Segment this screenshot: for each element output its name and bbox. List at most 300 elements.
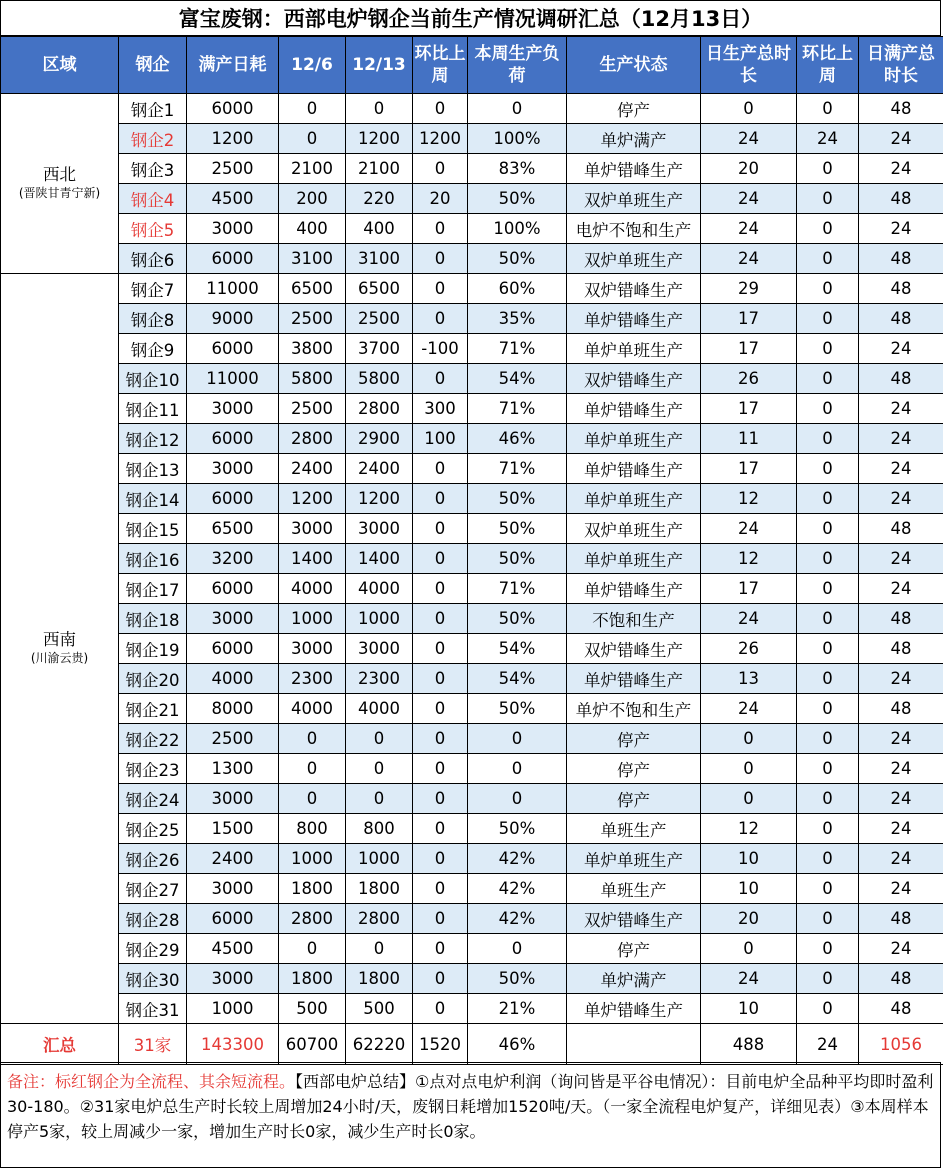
total-chg: 1520: [413, 1024, 468, 1065]
value-12-13: 3100: [346, 244, 413, 274]
value-12-13: 1200: [346, 124, 413, 154]
hours-change: 0: [797, 184, 859, 214]
production-status: 单班生产: [567, 814, 701, 844]
week-change: 0: [413, 724, 468, 754]
full-daily-use: 9000: [187, 304, 279, 334]
full-hours: 24: [859, 424, 943, 454]
full-hours: 24: [859, 154, 943, 184]
hours-change: 0: [797, 994, 859, 1024]
total-label: 汇总: [1, 1024, 119, 1065]
full-hours: 48: [859, 634, 943, 664]
total-hours: 488: [701, 1024, 797, 1065]
daily-hours: 20: [701, 904, 797, 934]
week-change: 0: [413, 544, 468, 574]
company-name: 钢企11: [119, 394, 187, 424]
value-12-6: 0: [279, 94, 346, 124]
table-row: [1, 694, 943, 724]
production-status: 单炉满产: [567, 964, 701, 994]
value-12-6: 0: [279, 784, 346, 814]
full-daily-use: 1000: [187, 994, 279, 1024]
full-hours: 24: [859, 874, 943, 904]
weekly-load: 83%: [468, 154, 567, 184]
daily-hours: 0: [701, 754, 797, 784]
table-row: [1, 394, 943, 424]
value-12-13: 5800: [346, 364, 413, 394]
production-status: 单炉不饱和生产: [567, 694, 701, 724]
week-change: 0: [413, 454, 468, 484]
full-hours: 48: [859, 364, 943, 394]
daily-hours: 13: [701, 664, 797, 694]
production-status: 单班生产: [567, 874, 701, 904]
value-12-13: 0: [346, 754, 413, 784]
company-name: 钢企25: [119, 814, 187, 844]
weekly-load: 21%: [468, 994, 567, 1024]
week-change: 0: [413, 574, 468, 604]
value-12-13: 2800: [346, 394, 413, 424]
full-daily-use: 3000: [187, 784, 279, 814]
production-status: 双炉单班生产: [567, 514, 701, 544]
region-cell: [1, 274, 119, 1024]
value-12-6: 1000: [279, 844, 346, 874]
full-hours: 48: [859, 694, 943, 724]
company-name: 钢企16: [119, 544, 187, 574]
production-status: 停产: [567, 754, 701, 784]
full-daily-use: 1500: [187, 814, 279, 844]
full-hours: 24: [859, 754, 943, 784]
value-12-13: 2800: [346, 904, 413, 934]
weekly-load: 0: [468, 784, 567, 814]
week-change: 100: [413, 424, 468, 454]
table-row: [1, 124, 943, 154]
full-daily-use: 6000: [187, 904, 279, 934]
production-status: 双炉错峰生产: [567, 364, 701, 394]
production-status: 双炉单班生产: [567, 184, 701, 214]
total-d13: 62220: [346, 1024, 413, 1065]
full-hours: 48: [859, 304, 943, 334]
value-12-6: 0: [279, 754, 346, 784]
weekly-load: 0: [468, 94, 567, 124]
region-cell: [1, 94, 119, 274]
company-name: 钢企1: [119, 94, 187, 124]
daily-hours: 26: [701, 634, 797, 664]
week-change: 20: [413, 184, 468, 214]
region-subtitle: (川渝云贵): [30, 650, 89, 665]
daily-hours: 10: [701, 874, 797, 904]
company-name: 钢企15: [119, 514, 187, 544]
production-status: 单炉满产: [567, 124, 701, 154]
report-title: 富宝废钢：西部电炉钢企当前生产情况调研汇总（12月13日）: [0, 0, 941, 36]
week-change: 0: [413, 664, 468, 694]
value-12-13: 2300: [346, 664, 413, 694]
full-daily-use: 8000: [187, 694, 279, 724]
daily-hours: 0: [701, 94, 797, 124]
company-name: 钢企20: [119, 664, 187, 694]
col-header: 环比上周: [413, 37, 468, 94]
value-12-6: 2500: [279, 394, 346, 424]
value-12-13: 500: [346, 994, 413, 1024]
header-row: [1, 37, 943, 94]
full-daily-use: 2500: [187, 154, 279, 184]
col-header: 环比上周: [797, 37, 859, 94]
company-name: 钢企13: [119, 454, 187, 484]
hours-change: 0: [797, 244, 859, 274]
full-daily-use: 6000: [187, 244, 279, 274]
value-12-13: 0: [346, 784, 413, 814]
value-12-13: 1800: [346, 964, 413, 994]
company-name: 钢企23: [119, 754, 187, 784]
full-hours: 24: [859, 334, 943, 364]
full-hours: 24: [859, 454, 943, 484]
company-name: 钢企28: [119, 904, 187, 934]
daily-hours: 12: [701, 544, 797, 574]
value-12-13: 1800: [346, 874, 413, 904]
week-change: 0: [413, 514, 468, 544]
hours-change: 0: [797, 304, 859, 334]
value-12-6: 1200: [279, 484, 346, 514]
week-change: -100: [413, 334, 468, 364]
hours-change: 0: [797, 94, 859, 124]
daily-hours: 24: [701, 964, 797, 994]
production-status: 单炉单班生产: [567, 424, 701, 454]
value-12-13: 800: [346, 814, 413, 844]
production-status: 双炉错峰生产: [567, 634, 701, 664]
value-12-13: 0: [346, 724, 413, 754]
week-change: 1200: [413, 124, 468, 154]
production-status: 单炉错峰生产: [567, 664, 701, 694]
full-hours: 24: [859, 814, 943, 844]
full-daily-use: 11000: [187, 274, 279, 304]
weekly-load: 50%: [468, 514, 567, 544]
value-12-13: 4000: [346, 574, 413, 604]
hours-change: 0: [797, 694, 859, 724]
daily-hours: 20: [701, 154, 797, 184]
table-row: [1, 214, 943, 244]
value-12-6: 0: [279, 724, 346, 754]
week-change: 0: [413, 814, 468, 844]
daily-hours: 17: [701, 454, 797, 484]
full-daily-use: 3000: [187, 394, 279, 424]
value-12-13: 1400: [346, 544, 413, 574]
table-row: [1, 484, 943, 514]
table-row: [1, 544, 943, 574]
weekly-load: 42%: [468, 844, 567, 874]
daily-hours: 0: [701, 784, 797, 814]
week-change: 0: [413, 874, 468, 904]
table-row: [1, 454, 943, 484]
value-12-13: 3700: [346, 334, 413, 364]
company-name: 钢企9: [119, 334, 187, 364]
col-header: 12/6: [279, 37, 346, 94]
full-hours: 24: [859, 124, 943, 154]
week-change: 0: [413, 784, 468, 814]
weekly-load: 100%: [468, 124, 567, 154]
hours-change: 0: [797, 424, 859, 454]
value-12-6: 0: [279, 934, 346, 964]
daily-hours: 26: [701, 364, 797, 394]
hours-change: 24: [797, 124, 859, 154]
full-hours: 48: [859, 604, 943, 634]
value-12-13: 4000: [346, 694, 413, 724]
value-12-13: 400: [346, 214, 413, 244]
hours-change: 0: [797, 664, 859, 694]
col-header: 日满产总时长: [859, 37, 943, 94]
full-daily-use: 3000: [187, 454, 279, 484]
weekly-load: 50%: [468, 484, 567, 514]
value-12-13: 1000: [346, 604, 413, 634]
value-12-6: 4000: [279, 694, 346, 724]
table-row: [1, 274, 943, 304]
production-status: 单炉单班生产: [567, 334, 701, 364]
production-status: 单炉错峰生产: [567, 454, 701, 484]
region-name: 西南: [43, 629, 76, 649]
production-status: 单炉单班生产: [567, 484, 701, 514]
total-hchg: 24: [797, 1024, 859, 1065]
full-daily-use: 6000: [187, 424, 279, 454]
production-status: 双炉错峰生产: [567, 904, 701, 934]
value-12-6: 3800: [279, 334, 346, 364]
value-12-6: 6500: [279, 274, 346, 304]
value-12-13: 2100: [346, 154, 413, 184]
value-12-13: 2500: [346, 304, 413, 334]
full-daily-use: 4000: [187, 664, 279, 694]
daily-hours: 17: [701, 304, 797, 334]
week-change: 0: [413, 694, 468, 724]
production-status: 单炉错峰生产: [567, 994, 701, 1024]
table-row: [1, 244, 943, 274]
value-12-6: 1000: [279, 604, 346, 634]
full-daily-use: 3000: [187, 874, 279, 904]
hours-change: 0: [797, 484, 859, 514]
full-daily-use: 6000: [187, 634, 279, 664]
daily-hours: 0: [701, 724, 797, 754]
production-status: 停产: [567, 94, 701, 124]
value-12-6: 800: [279, 814, 346, 844]
week-change: 0: [413, 364, 468, 394]
full-hours: 24: [859, 934, 943, 964]
table-row: [1, 424, 943, 454]
total-row: [1, 1024, 943, 1065]
value-12-6: 1800: [279, 964, 346, 994]
daily-hours: 12: [701, 814, 797, 844]
hours-change: 0: [797, 784, 859, 814]
value-12-6: 3000: [279, 514, 346, 544]
value-12-13: 1200: [346, 484, 413, 514]
value-12-6: 400: [279, 214, 346, 244]
full-daily-use: 6000: [187, 334, 279, 364]
col-header: 生产状态: [567, 37, 701, 94]
weekly-load: 46%: [468, 424, 567, 454]
table-row: [1, 844, 943, 874]
daily-hours: 10: [701, 994, 797, 1024]
daily-hours: 12: [701, 484, 797, 514]
week-change: 0: [413, 244, 468, 274]
week-change: 0: [413, 964, 468, 994]
week-change: 0: [413, 934, 468, 964]
hours-change: 0: [797, 844, 859, 874]
daily-hours: 24: [701, 124, 797, 154]
company-name: 钢企22: [119, 724, 187, 754]
col-header: 12/13: [346, 37, 413, 94]
production-status: 停产: [567, 724, 701, 754]
weekly-load: 50%: [468, 604, 567, 634]
weekly-load: 54%: [468, 634, 567, 664]
table-row: [1, 574, 943, 604]
full-daily-use: 1300: [187, 754, 279, 784]
col-header: 钢企: [119, 37, 187, 94]
production-status: 电炉不饱和生产: [567, 214, 701, 244]
daily-hours: 17: [701, 334, 797, 364]
remarks: [0, 1062, 941, 1168]
value-12-6: 3100: [279, 244, 346, 274]
col-header: 本周生产负荷: [468, 37, 567, 94]
week-change: 0: [413, 634, 468, 664]
week-change: 0: [413, 484, 468, 514]
production-status: 单炉错峰生产: [567, 154, 701, 184]
full-daily-use: 1200: [187, 124, 279, 154]
value-12-13: 6500: [346, 274, 413, 304]
hours-change: 0: [797, 724, 859, 754]
daily-hours: 24: [701, 184, 797, 214]
company-name: 钢企7: [119, 274, 187, 304]
full-daily-use: 3000: [187, 214, 279, 244]
weekly-load: 50%: [468, 814, 567, 844]
value-12-13: 0: [346, 94, 413, 124]
value-12-6: 0: [279, 124, 346, 154]
weekly-load: 50%: [468, 184, 567, 214]
col-header: 满产日耗: [187, 37, 279, 94]
company-name: 钢企24: [119, 784, 187, 814]
hours-change: 0: [797, 364, 859, 394]
total-status: [567, 1024, 701, 1065]
full-daily-use: 2400: [187, 844, 279, 874]
production-status: 单炉错峰生产: [567, 574, 701, 604]
week-change: 0: [413, 94, 468, 124]
full-hours: 48: [859, 94, 943, 124]
full-hours: 24: [859, 214, 943, 244]
value-12-6: 1800: [279, 874, 346, 904]
value-12-13: 2400: [346, 454, 413, 484]
weekly-load: 50%: [468, 244, 567, 274]
full-hours: 48: [859, 184, 943, 214]
week-change: 0: [413, 214, 468, 244]
col-header: 日生产总时长: [701, 37, 797, 94]
full-daily-use: 3000: [187, 604, 279, 634]
full-daily-use: 6000: [187, 484, 279, 514]
value-12-6: 3000: [279, 634, 346, 664]
weekly-load: 0: [468, 724, 567, 754]
full-daily-use: 3000: [187, 964, 279, 994]
value-12-6: 2100: [279, 154, 346, 184]
production-status: 双炉错峰生产: [567, 274, 701, 304]
week-change: 0: [413, 754, 468, 784]
hours-change: 0: [797, 214, 859, 244]
production-status: 双炉单班生产: [567, 244, 701, 274]
production-status: 单炉单班生产: [567, 544, 701, 574]
production-status: 停产: [567, 784, 701, 814]
value-12-13: 3000: [346, 514, 413, 544]
company-name: 钢企12: [119, 424, 187, 454]
company-name: 钢企27: [119, 874, 187, 904]
daily-hours: 17: [701, 394, 797, 424]
company-name: 钢企21: [119, 694, 187, 724]
table-row: [1, 184, 943, 214]
weekly-load: 54%: [468, 664, 567, 694]
total-d6: 60700: [279, 1024, 346, 1065]
hours-change: 0: [797, 154, 859, 184]
company-name: 钢企31: [119, 994, 187, 1024]
weekly-load: 50%: [468, 544, 567, 574]
company-name: 钢企18: [119, 604, 187, 634]
daily-hours: 24: [701, 604, 797, 634]
weekly-load: 71%: [468, 454, 567, 484]
company-name: 钢企10: [119, 364, 187, 394]
weekly-load: 100%: [468, 214, 567, 244]
table-row: [1, 994, 943, 1024]
value-12-6: 2500: [279, 304, 346, 334]
region-name: 西北: [43, 164, 76, 184]
production-table: [0, 36, 943, 1065]
daily-hours: 24: [701, 214, 797, 244]
weekly-load: 54%: [468, 364, 567, 394]
hours-change: 0: [797, 904, 859, 934]
production-status: 停产: [567, 934, 701, 964]
weekly-load: 42%: [468, 874, 567, 904]
company-name: 钢企17: [119, 574, 187, 604]
value-12-6: 5800: [279, 364, 346, 394]
hours-change: 0: [797, 514, 859, 544]
weekly-load: 50%: [468, 694, 567, 724]
weekly-load: 0: [468, 754, 567, 784]
table-row: [1, 304, 943, 334]
col-header: 区域: [1, 37, 119, 94]
company-name: 钢企4: [119, 184, 187, 214]
full-daily-use: 11000: [187, 364, 279, 394]
full-daily-use: 6000: [187, 94, 279, 124]
daily-hours: 10: [701, 844, 797, 874]
table-row: [1, 94, 943, 124]
company-name: 钢企26: [119, 844, 187, 874]
table-row: [1, 934, 943, 964]
full-daily-use: 4500: [187, 934, 279, 964]
daily-hours: 11: [701, 424, 797, 454]
weekly-load: 71%: [468, 574, 567, 604]
table-row: [1, 154, 943, 184]
full-daily-use: 6000: [187, 574, 279, 604]
value-12-6: 1400: [279, 544, 346, 574]
value-12-6: 200: [279, 184, 346, 214]
hours-change: 0: [797, 814, 859, 844]
hours-change: 0: [797, 574, 859, 604]
total-fullhours: 1056: [859, 1024, 943, 1065]
full-hours: 48: [859, 274, 943, 304]
table-row: [1, 364, 943, 394]
company-name: 钢企14: [119, 484, 187, 514]
week-change: 300: [413, 394, 468, 424]
full-daily-use: 6500: [187, 514, 279, 544]
hours-change: 0: [797, 874, 859, 904]
table-row: [1, 964, 943, 994]
value-12-13: 1000: [346, 844, 413, 874]
week-change: 0: [413, 274, 468, 304]
company-name: 钢企3: [119, 154, 187, 184]
week-change: 0: [413, 844, 468, 874]
table-row: [1, 664, 943, 694]
week-change: 0: [413, 994, 468, 1024]
hours-change: 0: [797, 604, 859, 634]
weekly-load: 42%: [468, 904, 567, 934]
production-status: 不饱和生产: [567, 604, 701, 634]
remarks-body: 【西部电炉总结】①点对点电炉利润（询问皆是平谷电情况）：目前电炉全品种平均即时盈利30-180。②31家电炉总生产时长较上周增加24小时/天，废钢日耗增加1520吨/天。（一家全流程电炉复产，详细见表）③本周样本停产5家，较上周减少一家，增加生产时长0家，减少生产时长0家。: [7, 1072, 934, 1141]
